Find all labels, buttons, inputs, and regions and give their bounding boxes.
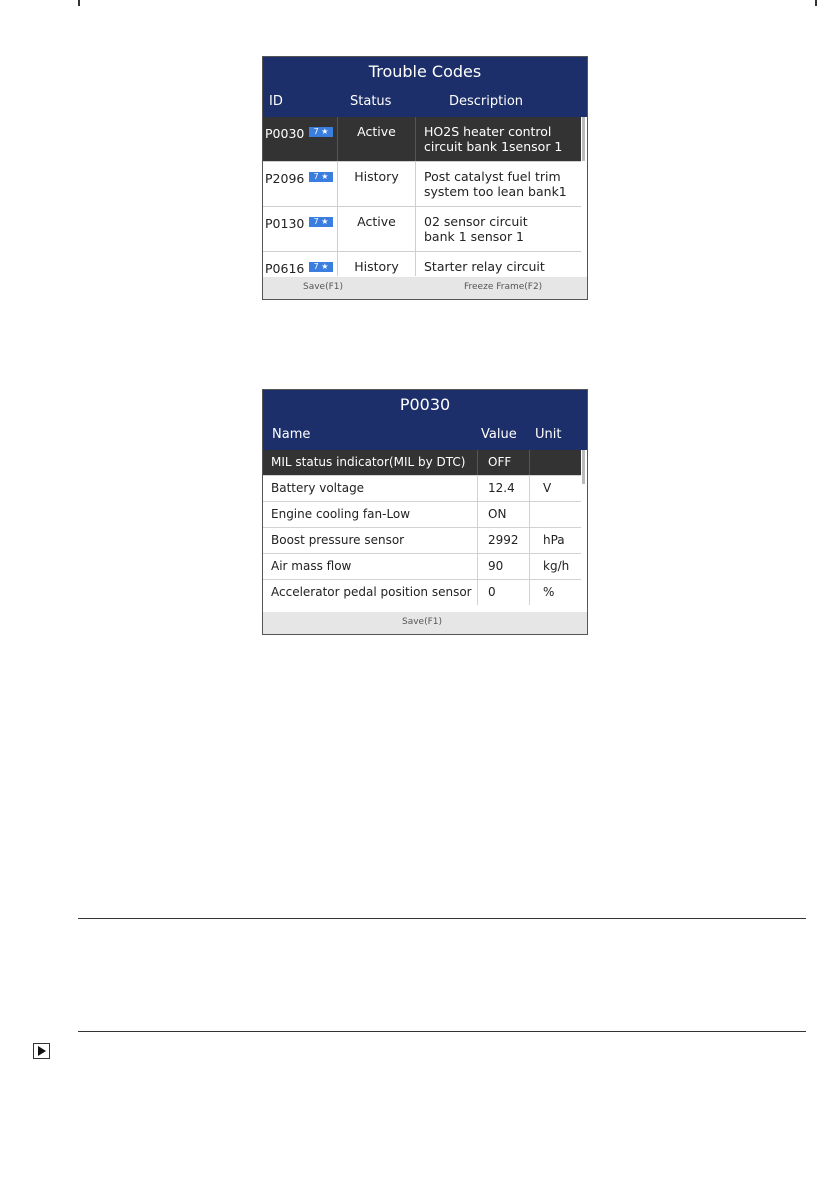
parameter-value: OFF [477,450,529,475]
parameter-name: Engine cooling fan-Low [271,507,411,521]
function-key-bar [263,612,587,634]
dtc-description [415,252,581,276]
parameter-unit: % [529,580,581,605]
column-header-status: Status [350,94,392,109]
dtc-description-line: HO2S heater control [424,124,552,139]
parameter-name: Battery voltage [271,481,365,495]
parameter-unit: hPa [529,528,581,553]
dtc-description [415,162,581,206]
dtc-description-line: system too lean bank1 [424,184,567,199]
column-header-row [263,420,587,450]
dtc-description-line: bank 1 sensor 1 [424,229,525,244]
column-header-name: Name [272,427,311,442]
column-header-description: Description [449,94,524,109]
dtc-description [415,117,581,161]
dtc-id: P0130 [265,216,305,231]
freeze-frame-screen [262,389,588,635]
info-badge[interactable]: 7 ★ [309,217,333,227]
parameter-unit: kg/h [529,554,581,579]
dtc-row[interactable] [263,252,581,276]
column-header-row [263,87,587,117]
dtc-status: History [337,162,415,206]
info-badge[interactable]: 7 ★ [309,262,333,272]
dtc-id: P0616 [265,261,305,276]
dtc-description-line: circuit bank 1sensor 1 [424,139,563,154]
dtc-row[interactable] [263,117,581,162]
dtc-status: Active [337,117,415,161]
parameter-name: Boost pressure sensor [271,533,405,547]
dtc-description [415,207,581,251]
dtc-description-line: Starter relay circuit [424,259,545,274]
save-f1-button[interactable]: Save(F1) [402,617,443,627]
scrollbar-thumb[interactable] [582,117,585,161]
play-triangle-icon [33,1043,50,1059]
parameter-unit: V [529,476,581,501]
trouble-codes-screen [262,56,588,300]
dtc-row[interactable] [263,207,581,252]
dtc-status: History [337,252,415,276]
page-margin-mark-right [815,0,817,6]
parameter-unit [529,450,581,475]
scrollbar-thumb[interactable] [582,450,585,484]
freeze-frame-row[interactable] [263,580,581,605]
dtc-description-line: 02 sensor circuit [424,214,528,229]
dtc-description-line: Post catalyst fuel trim [424,169,561,184]
dtc-status: Active [337,207,415,251]
info-badge[interactable]: 7 ★ [309,127,333,137]
dtc-row[interactable] [263,162,581,207]
freeze-frame-row[interactable] [263,476,581,502]
freeze-frame-f2-button[interactable]: Freeze Frame(F2) [464,282,543,292]
divider-line [78,918,806,919]
parameter-value: 12.4 [477,476,529,501]
parameter-name: Air mass flow [271,559,352,573]
parameter-value: ON [477,502,529,527]
dtc-id: P0030 [265,126,305,141]
parameter-name: Accelerator pedal position sensor [271,585,472,599]
parameter-value: 90 [477,554,529,579]
column-header-unit: Unit [535,427,562,442]
freeze-frame-row[interactable] [263,528,581,554]
page-margin-mark-left [78,0,80,6]
divider-line [78,1031,806,1032]
screen-title: Trouble Codes [263,57,587,87]
column-header-id: ID [269,94,283,109]
save-f1-button[interactable]: Save(F1) [303,282,344,292]
column-header-value: Value [481,427,517,442]
info-badge[interactable]: 7 ★ [309,172,333,182]
parameter-value: 2992 [477,528,529,553]
parameter-value: 0 [477,580,529,605]
function-key-bar [263,277,587,299]
freeze-frame-row[interactable] [263,502,581,528]
freeze-frame-row[interactable] [263,450,581,476]
parameter-unit [529,502,581,527]
screen-title: P0030 [263,390,587,420]
dtc-id: P2096 [265,171,305,186]
freeze-frame-row[interactable] [263,554,581,580]
parameter-name: MIL status indicator(MIL by DTC) [271,455,466,469]
